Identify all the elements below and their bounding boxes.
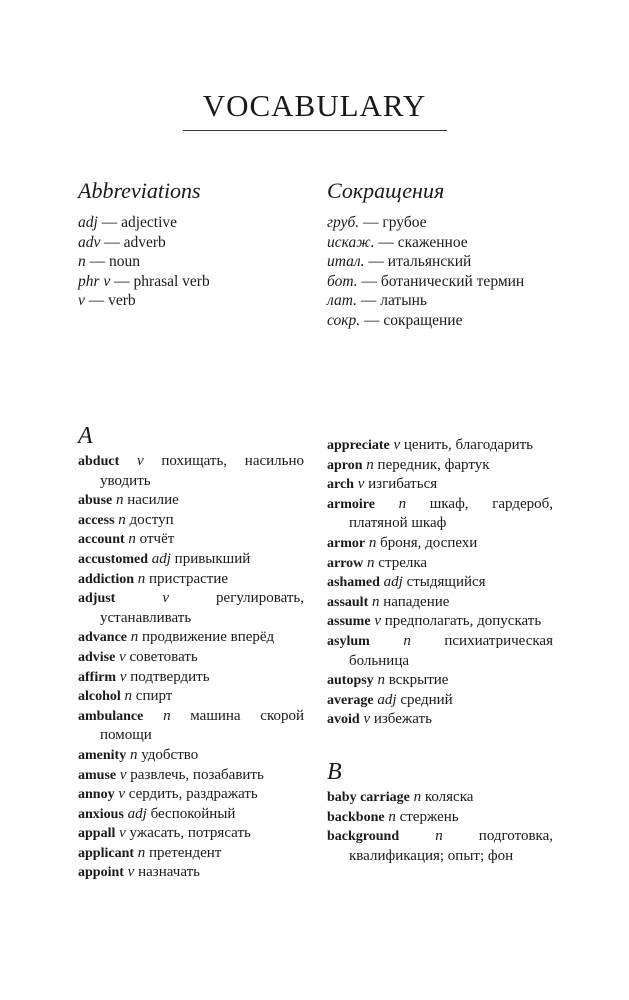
part-of-speech: v	[119, 766, 127, 783]
abbreviation-term: adj	[78, 214, 98, 231]
dash: —	[88, 292, 105, 310]
headword: baby carriage	[327, 789, 410, 805]
vocabulary-entry	[327, 808, 553, 828]
definition: изгибаться	[368, 476, 438, 493]
title-divider	[183, 130, 447, 131]
vocabulary-entry	[327, 671, 553, 691]
headword: armor	[327, 535, 366, 551]
abbreviation-term: груб.	[327, 214, 360, 231]
headword: abduct	[78, 454, 120, 469]
definition: шкаф, гардероб, платяной шкаф	[349, 495, 553, 532]
abbreviation-meaning: noun	[109, 253, 140, 271]
part-of-speech: adj	[151, 550, 171, 567]
dash: —	[363, 214, 379, 231]
definition: стрелка	[378, 554, 428, 571]
vocabulary-entry	[327, 573, 553, 593]
vocabulary-entry	[327, 456, 553, 476]
part-of-speech: n	[366, 456, 374, 473]
abbreviation-meaning: итальянский	[387, 253, 472, 271]
part-of-speech: n	[435, 828, 443, 845]
abbreviation-meaning: скаженное	[397, 233, 468, 251]
headword: apron	[327, 457, 363, 473]
abbreviation-term: v	[78, 292, 85, 310]
dash: —	[361, 272, 377, 290]
headword: alcohol	[78, 689, 121, 705]
part-of-speech: n	[371, 593, 380, 610]
vocabulary-entry	[327, 534, 553, 554]
headword: adjust	[78, 591, 116, 607]
headword: appreciate	[327, 438, 390, 453]
abbreviation-item	[327, 213, 597, 233]
vocabulary-entry	[78, 707, 304, 746]
part-of-speech: n	[163, 707, 171, 724]
definition: пристрастие	[149, 570, 229, 587]
abbreviation-term: adv	[78, 233, 101, 251]
vocabulary-entry	[78, 844, 304, 864]
definition: назначать	[138, 864, 200, 881]
headword: affirm	[78, 669, 117, 685]
part-of-speech: n	[413, 788, 422, 805]
dash: —	[364, 311, 380, 329]
headword: assume	[327, 614, 371, 630]
vocabulary-entry	[78, 628, 304, 648]
definition: удобство	[141, 746, 199, 763]
part-of-speech: n	[124, 688, 133, 705]
definition: подтвердить	[130, 668, 210, 685]
definition: привыкший	[174, 550, 251, 567]
definition: насилие	[127, 492, 179, 509]
headword: addiction	[78, 571, 135, 587]
vocabulary-column-left	[78, 422, 304, 883]
vocabulary-column-right	[327, 436, 553, 866]
definition: сердить, раздражать	[128, 786, 258, 803]
headword: arrow	[327, 555, 364, 571]
definition: предполагать, допускать	[384, 613, 542, 630]
headword: backbone	[327, 809, 385, 825]
dash: —	[114, 272, 130, 290]
vocabulary-entry	[78, 746, 304, 766]
part-of-speech: n	[128, 531, 136, 548]
part-of-speech: adj	[377, 691, 397, 708]
vocabulary-entry	[327, 710, 553, 730]
headword: arch	[327, 477, 354, 493]
vocabulary-entry	[327, 691, 553, 711]
abbreviation-meaning: adjective	[121, 214, 178, 231]
definition: подготовка, квалификация; опыт; фон	[349, 828, 554, 864]
abbreviation-item	[78, 252, 348, 272]
vocabulary-entry	[78, 824, 304, 844]
headword: avoid	[327, 712, 360, 728]
abbreviation-item	[78, 233, 348, 253]
definition: избежать	[373, 711, 432, 728]
definition: вскрытие	[388, 672, 449, 689]
part-of-speech: n	[368, 534, 377, 551]
vocabulary-entry	[78, 491, 304, 511]
headword: amenity	[78, 747, 127, 763]
definition: беспокойный	[150, 805, 236, 822]
part-of-speech: v	[136, 453, 144, 469]
abbreviation-meaning: грубое	[382, 214, 427, 231]
part-of-speech: adj	[383, 574, 403, 591]
part-of-speech: n	[118, 511, 126, 528]
abbreviation-meaning: adverb	[123, 233, 166, 251]
headword: account	[78, 532, 125, 548]
part-of-speech: v	[119, 825, 126, 842]
entries-b	[327, 788, 553, 866]
definition: развлечь, позабавить	[130, 766, 264, 783]
definition: отчёт	[139, 531, 175, 548]
abbreviations-en-heading: Abbreviations	[78, 178, 201, 203]
definition: машина скорой помощи	[100, 707, 305, 744]
definition: ужасать, потрясать	[129, 825, 251, 842]
abbreviation-term: искаж.	[327, 233, 375, 251]
dash: —	[89, 253, 106, 271]
part-of-speech: v	[118, 786, 125, 803]
definition: похищать, насильно уводить	[100, 453, 305, 489]
section-letter-a: A	[78, 423, 93, 449]
headword: annoy	[78, 787, 115, 803]
headword: applicant	[78, 845, 135, 861]
part-of-speech: n	[388, 808, 396, 825]
vocabulary-entry	[78, 570, 304, 590]
abbreviation-meaning: phrasal verb	[133, 272, 210, 290]
headword: autopsy	[327, 673, 374, 689]
abbreviation-item	[327, 291, 597, 311]
definition: броня, доспехи	[380, 534, 478, 551]
headword: accustomed	[78, 551, 148, 567]
headword: ashamed	[327, 575, 380, 591]
definition: советовать	[129, 648, 198, 665]
vocabulary-entry	[78, 863, 304, 883]
part-of-speech: v	[127, 864, 135, 881]
abbreviation-meaning: ботанический термин	[380, 272, 525, 290]
vocabulary-entry	[78, 589, 304, 628]
entries-a-left	[78, 452, 304, 883]
part-of-speech: n	[398, 495, 407, 512]
part-of-speech: n	[367, 554, 375, 571]
headword: average	[327, 692, 374, 708]
abbreviation-item	[327, 252, 597, 272]
dash: —	[104, 233, 120, 251]
part-of-speech: n	[137, 844, 146, 861]
dash: —	[360, 292, 377, 310]
vocabulary-entry	[78, 766, 304, 786]
headword: advance	[78, 630, 127, 646]
vocabulary-entry	[78, 785, 304, 805]
definition: претендент	[149, 844, 222, 861]
definition: продвижение вперёд	[142, 629, 275, 646]
headword: appoint	[78, 865, 124, 881]
abbreviation-term: итал.	[327, 253, 365, 271]
abbreviation-term: бот.	[327, 272, 358, 290]
part-of-speech: adj	[127, 805, 147, 822]
headword: ambulance	[78, 708, 144, 724]
definition: стержень	[399, 808, 459, 825]
abbreviation-meaning: латынь	[380, 292, 427, 310]
headword: abuse	[78, 493, 113, 509]
part-of-speech: v	[162, 590, 170, 607]
page-title: VOCABULARY	[202, 88, 427, 123]
definition: спирт	[135, 688, 173, 705]
vocabulary-entry	[327, 827, 553, 866]
definition: нападение	[383, 593, 450, 610]
definition: психиатрическая больница	[349, 632, 553, 669]
abbreviations-ru	[327, 178, 597, 331]
part-of-speech: n	[115, 492, 124, 509]
vocabulary-entry	[327, 612, 553, 632]
definition: ценить, благодарить	[403, 437, 534, 453]
headword: appall	[78, 826, 116, 842]
abbreviation-item	[327, 311, 597, 331]
part-of-speech: n	[377, 672, 385, 689]
abbreviations-ru-list	[327, 213, 597, 331]
part-of-speech: n	[137, 570, 146, 587]
definition: средний	[400, 691, 453, 708]
vocabulary-entry	[78, 648, 304, 668]
headword: advise	[78, 649, 116, 665]
headword: background	[327, 829, 400, 845]
dash: —	[378, 233, 394, 251]
vocabulary-entry	[327, 554, 553, 574]
vocabulary-entry	[78, 550, 304, 570]
definition: коляска	[424, 788, 474, 805]
headword: assault	[327, 594, 369, 610]
vocabulary-entry	[78, 805, 304, 825]
vocabulary-entry	[327, 495, 553, 534]
abbreviation-term: сокр.	[327, 311, 361, 329]
abbreviations-en	[78, 178, 348, 311]
part-of-speech: v	[363, 711, 371, 728]
vocabulary-entry	[78, 511, 304, 531]
part-of-speech: v	[119, 648, 126, 665]
dash: —	[368, 253, 384, 271]
vocabulary-entry	[327, 436, 553, 456]
headword: amuse	[78, 767, 117, 783]
abbreviation-term: n	[78, 253, 86, 271]
entries-a-right	[327, 436, 553, 730]
headword: armoire	[327, 496, 375, 512]
part-of-speech: v	[374, 613, 381, 630]
definition: доступ	[129, 511, 174, 528]
definition: передник, фартук	[377, 456, 490, 473]
part-of-speech: v	[393, 437, 401, 453]
vocabulary-entry	[78, 687, 304, 707]
part-of-speech: n	[403, 632, 411, 649]
abbreviation-item	[327, 272, 597, 292]
headword: access	[78, 512, 115, 528]
abbreviations-en-list	[78, 213, 348, 311]
abbreviation-item	[78, 291, 348, 311]
abbreviation-meaning: verb	[108, 292, 136, 310]
abbreviation-item	[78, 213, 348, 233]
section-letter-b: B	[327, 758, 342, 785]
headword: anxious	[78, 806, 124, 822]
abbreviation-meaning: сокращение	[383, 311, 463, 329]
part-of-speech: n	[130, 629, 139, 646]
definition: регулировать, устанавливать	[100, 590, 304, 626]
headword: asylum	[327, 633, 370, 649]
vocabulary-entry	[327, 788, 553, 808]
part-of-speech: n	[129, 746, 138, 763]
vocabulary-entry	[78, 452, 304, 491]
abbreviation-item	[327, 233, 597, 253]
abbreviation-term: phr v	[78, 272, 111, 290]
vocabulary-entry	[327, 593, 553, 613]
vocabulary-entry	[327, 475, 553, 495]
section-gap	[327, 730, 553, 758]
part-of-speech: v	[357, 476, 365, 493]
dash: —	[101, 214, 118, 231]
abbreviation-item	[78, 272, 348, 292]
abbreviations-ru-heading: Сокращения	[327, 178, 445, 203]
part-of-speech: v	[119, 668, 127, 685]
vocabulary-entry	[327, 632, 553, 671]
vocabulary-entry	[78, 530, 304, 550]
definition: стыдящийся	[406, 574, 486, 591]
abbreviation-term: лат.	[327, 292, 357, 310]
vocabulary-entry	[78, 668, 304, 688]
